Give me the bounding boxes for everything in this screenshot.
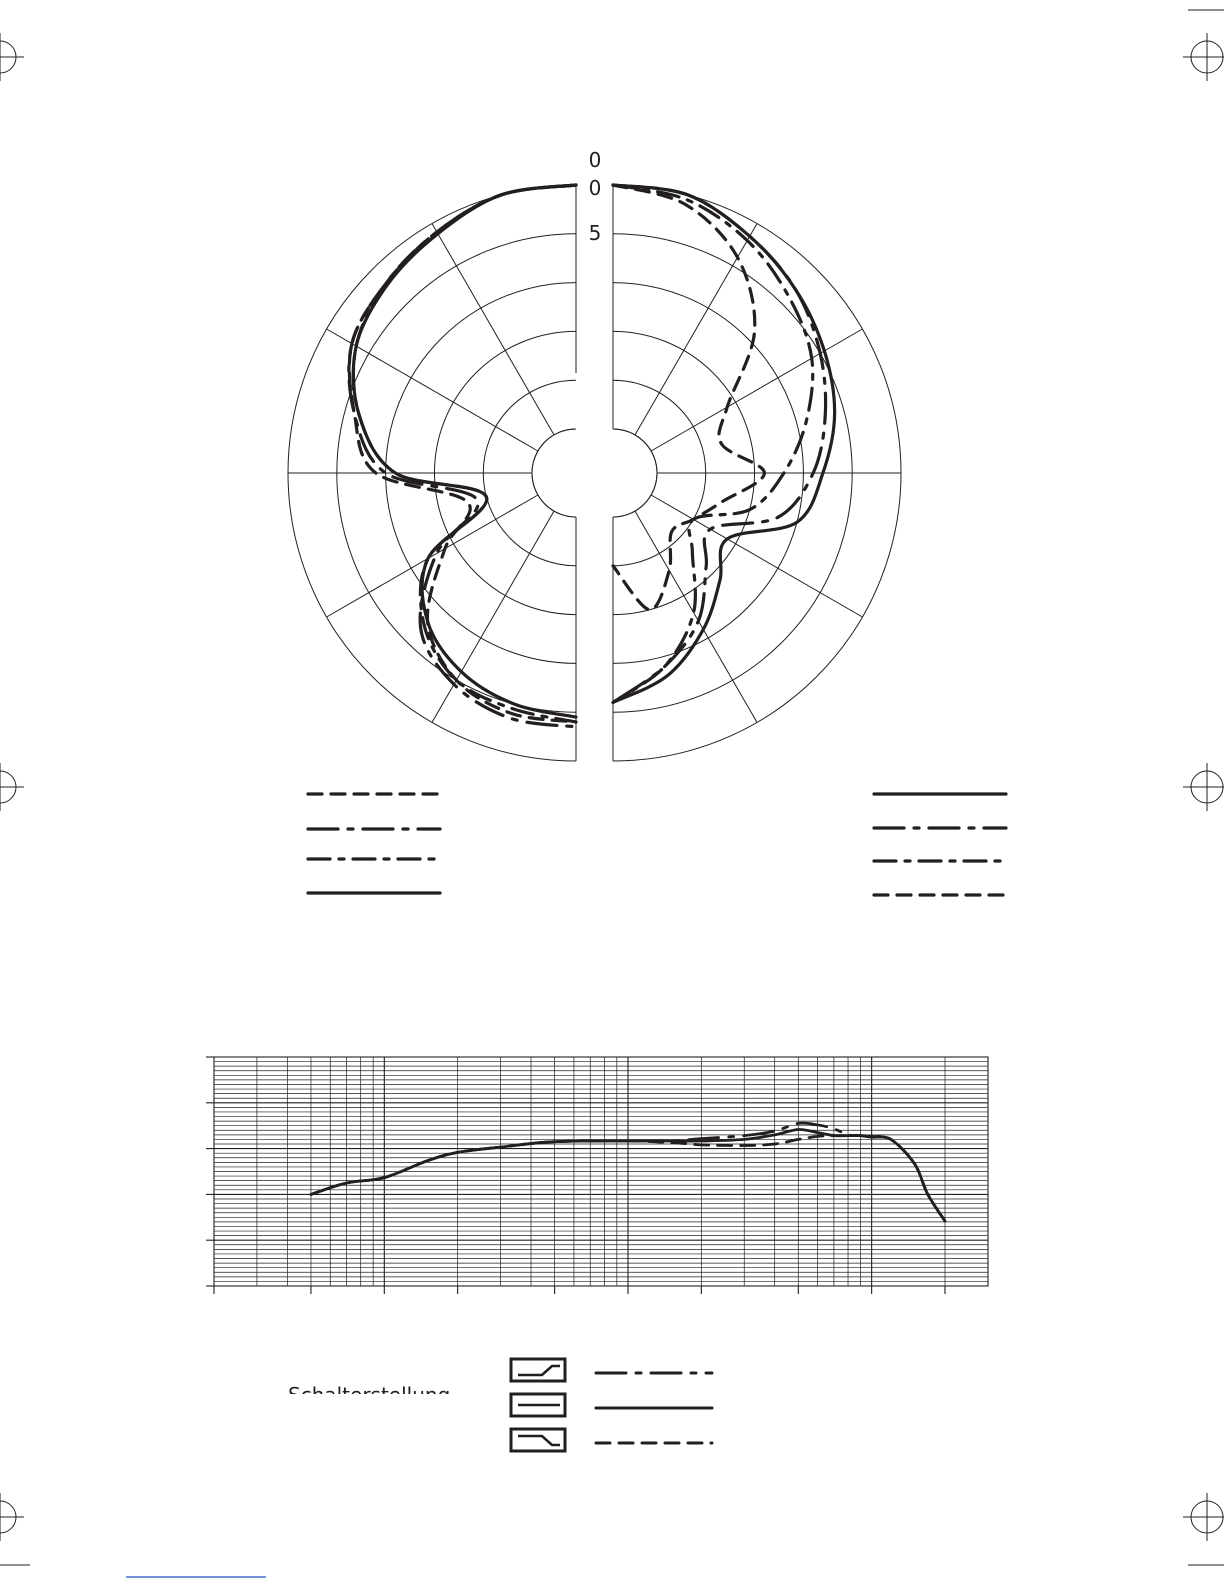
low-cut-switch-icon-glyph	[518, 1366, 560, 1375]
polar-series	[349, 185, 835, 727]
frequency-response-chart	[206, 1057, 988, 1294]
frequency-grid	[206, 1057, 988, 1294]
polar-hub	[532, 429, 576, 517]
presence-switch-icon-glyph	[518, 1436, 560, 1445]
polar-radial-label: 5	[588, 221, 602, 245]
polar-grid	[288, 185, 901, 761]
polar-pattern-chart	[288, 148, 901, 761]
polar-series-line-dash-dot-dash	[613, 185, 813, 702]
polar-spoke	[651, 495, 862, 617]
low-cut-switch-icon	[511, 1359, 565, 1381]
label-mask	[280, 1394, 460, 1408]
polar-spoke	[651, 329, 862, 451]
polar-radial-label: 0	[588, 176, 602, 200]
polar-spoke	[432, 511, 554, 722]
polar-radial-label: 0	[588, 148, 602, 172]
polar-ring	[613, 429, 657, 517]
polar-ring	[532, 429, 576, 517]
polar-series-line-long-dash-dot	[613, 185, 826, 702]
polar-spoke	[327, 495, 538, 617]
crop-marks	[0, 10, 1224, 1565]
polar-series-line-long-dash-dot	[349, 185, 576, 727]
polar-radial-labels	[589, 148, 602, 245]
polar-hub	[613, 429, 657, 517]
polar-legend-right	[874, 794, 1006, 895]
polar-series-line-dashed	[613, 185, 764, 610]
polar-series-line-dashed	[349, 185, 576, 722]
polar-spoke	[635, 224, 757, 435]
presence-switch-icon	[511, 1429, 565, 1451]
polar-spoke	[635, 511, 757, 722]
polar-legend-left	[308, 794, 440, 893]
polar-spoke	[432, 224, 554, 435]
